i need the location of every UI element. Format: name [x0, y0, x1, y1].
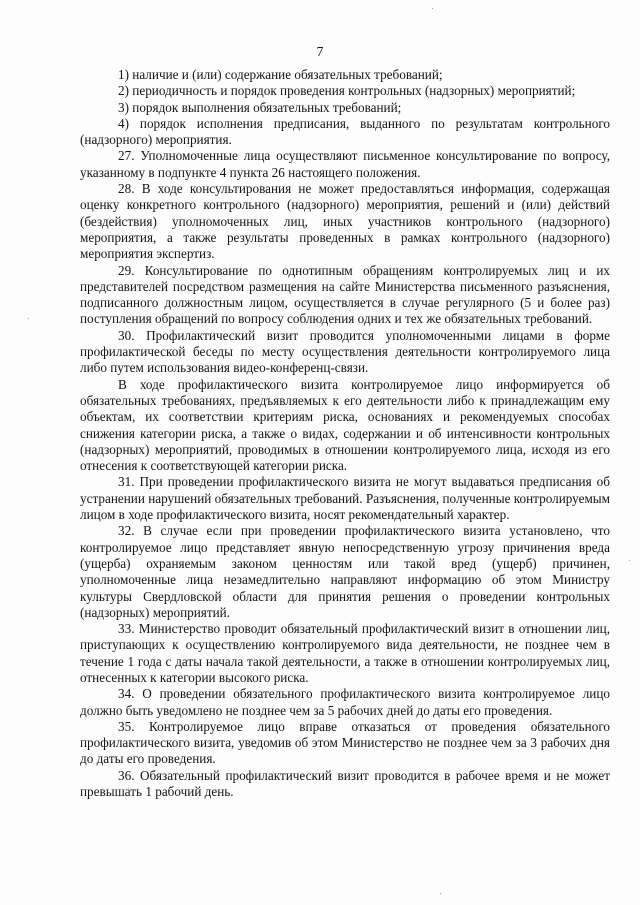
paragraph-item-3: 3) порядок выполнения обязательных требований; [118, 99, 402, 115]
paragraph-31: 31. При проведении профилактического визита не могут выдаваться предписания об устранении нарушений обязательных требований. Разъяснения, полученные контролируемым лицом в ходе профилактического визита, носят рекомендательный характер. [80, 474, 610, 523]
paragraph-item-2: 2) периодичность и порядок проведения контрольных (надзорных) мероприятий; [118, 83, 576, 99]
scan-speck [432, 8, 433, 9]
paragraph-34: 34. О проведении обязательного профилактического визита контролируемое лицо должно быть уведомлено не позднее чем за 5 рабочих дней до даты его проведения. [80, 686, 610, 718]
paragraph-27: 27. Уполномоченные лица осуществляют письменное консультирование по вопросу, указанному в подпункте 4 пункта 26 настоящего положения. [80, 148, 610, 180]
paragraph-35: 35. Контролируемое лицо вправе отказаться от проведения обязательного профилактического визита, уведомив об этом Министерство не позднее чем за 3 рабочих дня до даты его проведения. [80, 718, 610, 767]
paragraph-30-continued: В ходе профилактического визита контролируемое лицо информируется об обязательных требованиях, предъявляемых к его деятельности либо к принадлежащим ему объектам, их соответствии критериям риска, основаниях и рекомендуемых способах снижения категории риска, а также о видах, содержании и об интенсивности контрольных (надзорных) мероприятий, проводимых в отношении контролируемого лица, исходя из его отнесения к соответствующей категории риска. [80, 376, 610, 474]
paragraph-36: 36. Обязательный профилактический визит проводится в рабочее время и не может превышать 1 рабочий день. [80, 767, 610, 800]
paragraph-33: 33. Министерство проводит обязательный профилактический визит в отношении лиц, приступающих к осуществлению контролируемого вида деятельности, не позднее чем в течение 1 года с даты начала такой деятельности, а также в отношении контролируемых лиц, отнесенных к категории высокого риска. [80, 621, 610, 685]
paragraph-28: 28. В ходе консультирования не может предоставляться информация, содержащая оценку конкретного контрольного (надзорного) мероприятия, решений и (или) действий (бездействия) уполномоченных лиц, иных участников контрольного (надзорного) мероприятия, а также результаты проведенных в рамках контрольного (надзорного) мероприятия экспертиз. [80, 181, 610, 262]
document-body [80, 67, 610, 800]
paragraph-item-4: 4) порядок исполнения предписания, выданного по результатам контрольного (надзорного) мероприятия. [80, 115, 610, 148]
paragraph-32: 32. В случае если при проведении профилактического визита установлено, что контролируемое лицо представляет явную непосредственную угрозу причинения вреда (ущерба) охраняемым законом ценностям или такой вред (ущерб) причинен, уполномоченные лица незамедлительно направляют информацию об этом Министру культуры Свердловской области для принятия решения о проведении контрольных (надзорных) мероприятий. [80, 523, 610, 620]
scan-speck [629, 560, 630, 561]
scan-speck [440, 893, 441, 894]
paragraph-30: 30. Профилактический визит проводится уполномоченными лицами в форме профилактической беседы по месту осуществления деятельности контролируемого лица либо путем использования видео-конференц-связи. [80, 327, 610, 376]
scan-speck [28, 318, 29, 319]
paragraph-item-1: 1) наличие и (или) содержание обязательных требований; [118, 67, 443, 82]
page-number: 7 [316, 44, 324, 59]
paragraph-29: 29. Консультирование по однотипным обращениям контролируемых лиц и их представителей посредством размещения на сайте Министерства письменного разъяснения, подписанного должностным лицом, осуществляется в случае регулярного (5 и более раз) поступления обращений по вопросу соблюдения одних и тех же обязательных требований. [80, 262, 610, 327]
